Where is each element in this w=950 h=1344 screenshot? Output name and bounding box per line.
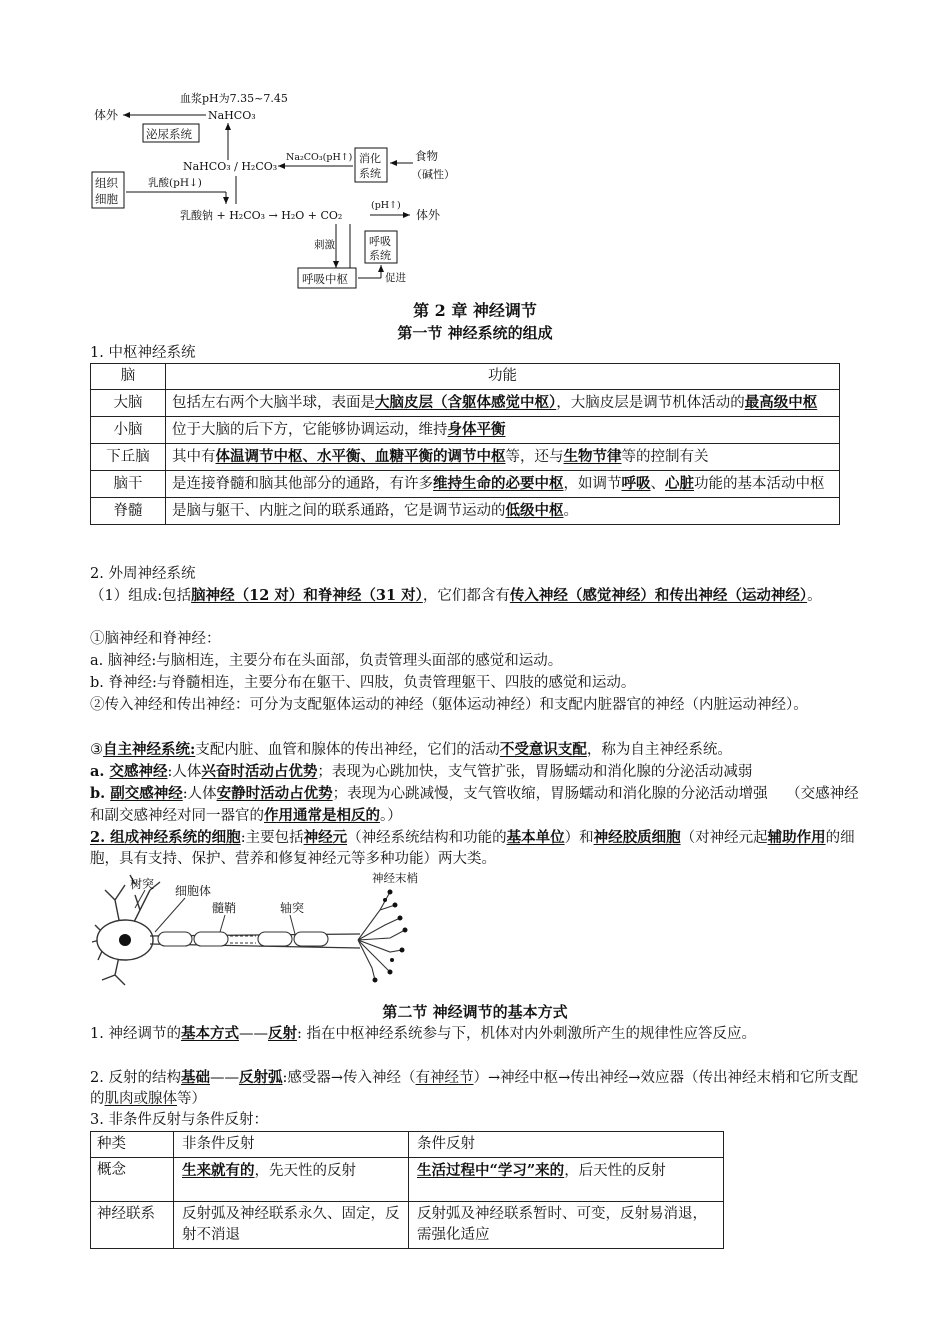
- cell-body-label: 细胞体: [175, 884, 212, 898]
- svg-text:食物: 食物: [415, 149, 438, 163]
- ph-up-label: (pH↑): [371, 200, 401, 211]
- reflex-types-heading: 3. 非条件反射与条件反射：: [90, 1112, 268, 1128]
- row-name: 小脑: [91, 417, 166, 444]
- row-function: 包括左右两个大脑半球，表面是大脑皮层（含躯体感觉中枢），大脑皮层是调节机体活动的最高级中枢: [166, 390, 840, 417]
- composition-paragraph: （1）组成:包括脑神经（12 对）和脊神经（31 对），它们都含有传入神经（感觉神经）和传出神经（运动神经）。: [90, 587, 822, 604]
- nerve-cells-text: 2. 组成神经系统的细胞:主要包括神经元（神经系统结构和功能的基本单位）和神经胶质细胞（对神经元起辅助作用的细胞，具有支持、保护、营养和修复神经元等多种功能）两大类。: [90, 829, 855, 867]
- plasma-ph-label: 血浆pH为7.35~7.45: [180, 92, 288, 105]
- row-function: 位于大脑的后下方，它能够协调运动，维持身体平衡: [166, 417, 840, 444]
- sympathetic-text: a. 交感神经:人体兴奋时活动占优势；表现为心跳加快，支气管扩张，胃肠蠕动和消化腺的分泌活动减弱: [90, 763, 753, 780]
- afferent-efferent-text: ②传入神经和传出神经：可分为支配躯体运动的神经（躯体运动神经）和支配内脏器官的神经（内脏运动神经）。: [90, 697, 808, 713]
- chapter-title: 第 2 章 神经调节: [413, 301, 537, 320]
- axon-label: 轴突: [280, 901, 305, 915]
- brain-spinal-nerves-heading: ①脑神经和脊神经：: [90, 631, 221, 647]
- section1-title: 第一节 神经系统的组成: [397, 324, 553, 342]
- lactic-acid-label: 乳酸(pH↓): [148, 177, 202, 189]
- row-name: 概念: [91, 1158, 174, 1202]
- neuron-diagram: [90, 870, 420, 990]
- row-function: 是脑与躯干、内脏之间的联系通路，它是调节运动的低级中枢。: [166, 498, 840, 525]
- table-row: [91, 1158, 724, 1202]
- header-conditioned: 条件反射: [409, 1132, 724, 1158]
- row-name: 脑干: [91, 471, 166, 498]
- svg-text:系统: 系统: [359, 167, 381, 180]
- table-row: [91, 417, 840, 444]
- outside-top-label: 体外: [94, 108, 119, 122]
- acid-base-diagram: [88, 88, 455, 293]
- central-heading: 1. 中枢神经系统: [90, 345, 196, 361]
- outside-right-label: 体外: [416, 208, 441, 222]
- na2co3-label: Na₂CO₃(pH↑): [286, 152, 353, 163]
- dendrite-label: 树突: [130, 877, 155, 891]
- nahco3-label: NaHCO₃: [208, 109, 256, 122]
- stimulate-label: 刺激: [314, 239, 335, 251]
- table-header-brain: 脑: [91, 364, 166, 390]
- nerve-terminal-label: 神经末梢: [372, 871, 418, 885]
- respiratory-center-box: 呼吸中枢: [302, 272, 348, 286]
- svg-text:呼吸: 呼吸: [369, 235, 391, 248]
- row-name: 大脑: [91, 390, 166, 417]
- table-header-function: 功能: [166, 364, 840, 390]
- myelin-label: 髓鞘: [212, 901, 237, 915]
- buffer-pair-label: NaHCO₃ / H₂CO₃: [183, 160, 278, 173]
- conditioned-connection: 反射弧及神经联系暂时、可变，反射易消退，需强化适应: [409, 1202, 724, 1249]
- unconditioned-concept: 生来就有的，先天性的反射: [174, 1158, 409, 1202]
- parasympathetic-text: b. 副交感神经:人体安静时活动占优势；表现为心跳减慢，支气管收缩，胃肠蠕动和消化腺的分泌活动增强 （交感神经和副交感神经对同一器官的作用通常是相反的。）: [90, 785, 859, 824]
- spinal-nerves-text: b. 脊神经:与脊髓相连，主要分布在躯干、四肢，负责管理躯干、四肢的感觉和运动。: [90, 675, 636, 691]
- table-row: [91, 444, 840, 471]
- svg-text:系统: 系统: [369, 249, 391, 262]
- svg-text:细胞: 细胞: [95, 192, 118, 206]
- svg-text:（碱性）: （碱性）: [411, 168, 455, 181]
- header-type: 种类: [91, 1132, 174, 1158]
- table-row: [91, 471, 840, 498]
- svg-text:组织: 组织: [95, 176, 118, 190]
- cranial-nerves-text: a. 脑神经:与脑相连，主要分布在头面部，负责管理头面部的感觉和运动。: [90, 653, 563, 669]
- urinary-system-box: 泌尿系统: [146, 127, 192, 141]
- conditioned-concept: 生活过程中“学习”来的，后天性的反射: [409, 1158, 724, 1202]
- row-name: 脊髓: [91, 498, 166, 525]
- autonomic-text: ③自主神经系统:支配内脏、血管和腺体的传出神经，它们的活动不受意识支配，称为自主神经系统。: [90, 741, 732, 758]
- svg-text:消化: 消化: [359, 152, 381, 165]
- header-unconditioned: 非条件反射: [174, 1132, 409, 1158]
- promote-label: 促进: [385, 272, 406, 284]
- row-name: 下丘脑: [91, 444, 166, 471]
- peripheral-heading: 2. 外周神经系统: [90, 566, 196, 582]
- section2-title: 第二节 神经调节的基本方式: [382, 1003, 568, 1021]
- table-row: [91, 498, 840, 525]
- reflex-definition: 1. 神经调节的基本方式——反射: 指在中枢神经系统参与下，机体对内外刺激所产生的规律性应答反应。: [90, 1025, 756, 1042]
- row-function: 其中有体温调节中枢、水平衡、血糖平衡的调节中枢等，还与生物节律等的控制有关: [166, 444, 840, 471]
- table-row: [91, 1202, 724, 1249]
- central-nervous-table: [90, 363, 840, 525]
- reflex-arc-text: 2. 反射的结构基础——反射弧:感受器→传入神经（有神经节）→神经中枢→传出神经→效应器（传出神经末梢和它所支配的肌肉或腺体等）: [90, 1069, 858, 1107]
- unconditioned-connection: 反射弧及神经联系永久、固定，反射不消退: [174, 1202, 409, 1249]
- reaction-label: 乳酸钠 + H₂CO₃ → H₂O + CO₂: [180, 209, 343, 222]
- reflex-comparison-table: [90, 1131, 724, 1249]
- row-name: 神经联系: [91, 1202, 174, 1249]
- table-row: [91, 390, 840, 417]
- row-function: 是连接脊髓和脑其他部分的通路，有许多维持生命的必要中枢，如调节呼吸、心脏功能的基本活动中枢: [166, 471, 840, 498]
